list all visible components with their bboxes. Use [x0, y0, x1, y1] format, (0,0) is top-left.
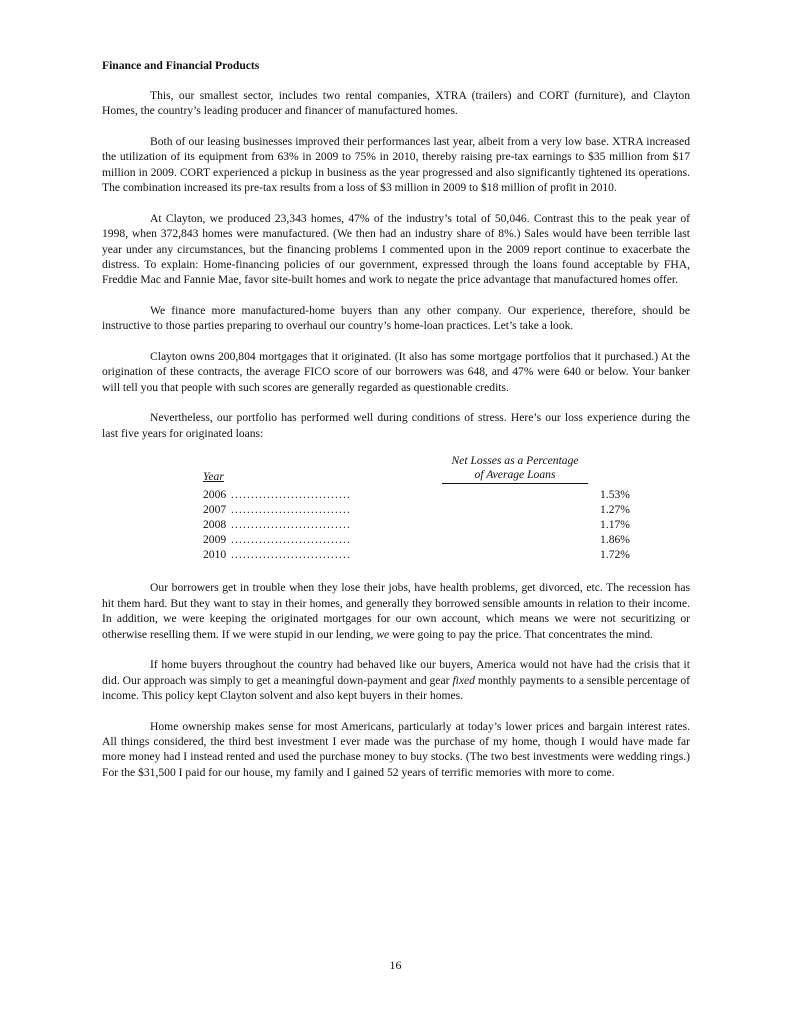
- table-row: [203, 517, 630, 532]
- table-row: [203, 487, 630, 502]
- paragraph: Both of our leasing businesses improved their performances last year, albeit from a very low base. XTRA increased the utilization of its equipment from 63% in 2009 to 75% in 2010, thereby raising pre-tax earnings to $35 million from $17 million in 2009. CORT experienced a pickup in business as the year progressed and also significantly tightened its operations. The combination increased its pre-tax results from a loss of $3 million in 2009 to $18 million of profit in 2010.: [102, 135, 690, 195]
- paragraph: Home ownership makes sense for most Americans, particularly at today’s lower prices and bargain interest rates. All things considered, the third best investment I ever made was the purchase of my home, though I would have made far more money had I instead rented and used the purchase money to buy stocks. (The two best investments were wedding rings.) For the $31,500 I paid for our house, my family and I gained 52 years of terrific memories with more to come.: [102, 719, 690, 779]
- emphasis-text: fixed: [452, 673, 475, 687]
- paragraph-text: were going to pay the price. That concentrates the mind.: [389, 627, 653, 641]
- year-column-header: Year: [203, 470, 224, 484]
- paragraph: [102, 580, 690, 642]
- paragraph: We finance more manufactured-home buyers than any other company. Our experience, therefore, should be instructive to those parties preparing to overhaul our country’s home-loan practices. Let’s take a look.: [102, 304, 690, 333]
- row-value: 1.53%: [600, 488, 630, 502]
- paragraph: Clayton owns 200,804 mortgages that it originated. (It also has some mortgage portfolios that it purchased.) At the origination of these contracts, the average FICO score of our borrowers was 648, and 47% were 640 or below. Your banker will tell you that people with such scores are generally regarded as questionable credits.: [102, 350, 690, 394]
- row-year: 2009: [203, 533, 227, 547]
- loss-header-line1: Net Losses as a Percentage: [451, 454, 579, 468]
- row-value: 1.17%: [600, 518, 630, 532]
- paragraph-text: monthly payments to a sensible percentage of income. This policy kept Clayton solvent and also kept buyers in their homes.: [102, 673, 690, 703]
- row-year: 2007: [203, 503, 227, 517]
- paragraph: [102, 657, 690, 703]
- paragraph: This, our smallest sector, includes two rental companies, XTRA (trailers) and CORT (furniture), and Clayton Homes, the country’s leading producer and financer of manufactured homes.: [102, 89, 690, 118]
- section-heading: Finance and Financial Products: [102, 59, 260, 72]
- paragraph: Nevertheless, our portfolio has performed well during conditions of stress. Here’s our loss experience during the last five years for originated loans:: [102, 411, 690, 440]
- loss-table: [102, 454, 690, 566]
- paragraph-text: If home buyers throughout the country had behaved like our buyers, America would not have had the crisis that it did. Our approach was simply to get a meaningful down-payment and gear: [102, 658, 690, 687]
- row-leader-dots: ..............................: [231, 488, 351, 502]
- table-row: [203, 502, 630, 517]
- row-value: 1.72%: [600, 548, 630, 562]
- row-value: 1.86%: [600, 533, 630, 547]
- paragraph: At Clayton, we produced 23,343 homes, 47% of the industry’s total of 50,046. Contrast this to the peak year of 1998, when 372,843 homes were manufactured. (We then had an industry share of 8%.) Sales would have been terrible last year under any circumstances, but the financing problems I commented upon in the 2009 report continue to exacerbate the distress. To explain: Home-financing policies of our government, expressed through the loans found acceptable by FHA, Freddie Mac and Fannie Mae, favor site-built homes and work to negate the price advantage that manufactured homes offer.: [102, 211, 690, 287]
- emphasis-text: we: [376, 627, 390, 641]
- paragraph-text: Our borrowers get in trouble when they lose their jobs, have health problems, get divorced, etc. The recession has hit them hard. But they want to stay in their homes, and generally they borrowed sensible amounts in relation to their income. In addition, we were keeping the originated mortgages for our own account, which means we were not securitizing or otherwise reselling them. If we were stupid in our lending,: [102, 581, 690, 641]
- row-leader-dots: ..............................: [231, 548, 351, 562]
- row-leader-dots: ..............................: [231, 503, 351, 517]
- row-leader-dots: ..............................: [231, 533, 351, 547]
- row-year: 2006: [203, 488, 227, 502]
- row-value: 1.27%: [600, 503, 630, 517]
- table-row: [203, 547, 630, 562]
- row-leader-dots: ..............................: [231, 518, 351, 532]
- table-row: [203, 532, 630, 547]
- row-year: 2008: [203, 518, 227, 532]
- row-year: 2010: [203, 548, 227, 562]
- page-number: 16: [389, 958, 402, 972]
- loss-column-header: [442, 454, 588, 484]
- page-body: [102, 58, 690, 795]
- loss-header-line2: of Average Loans: [474, 468, 556, 482]
